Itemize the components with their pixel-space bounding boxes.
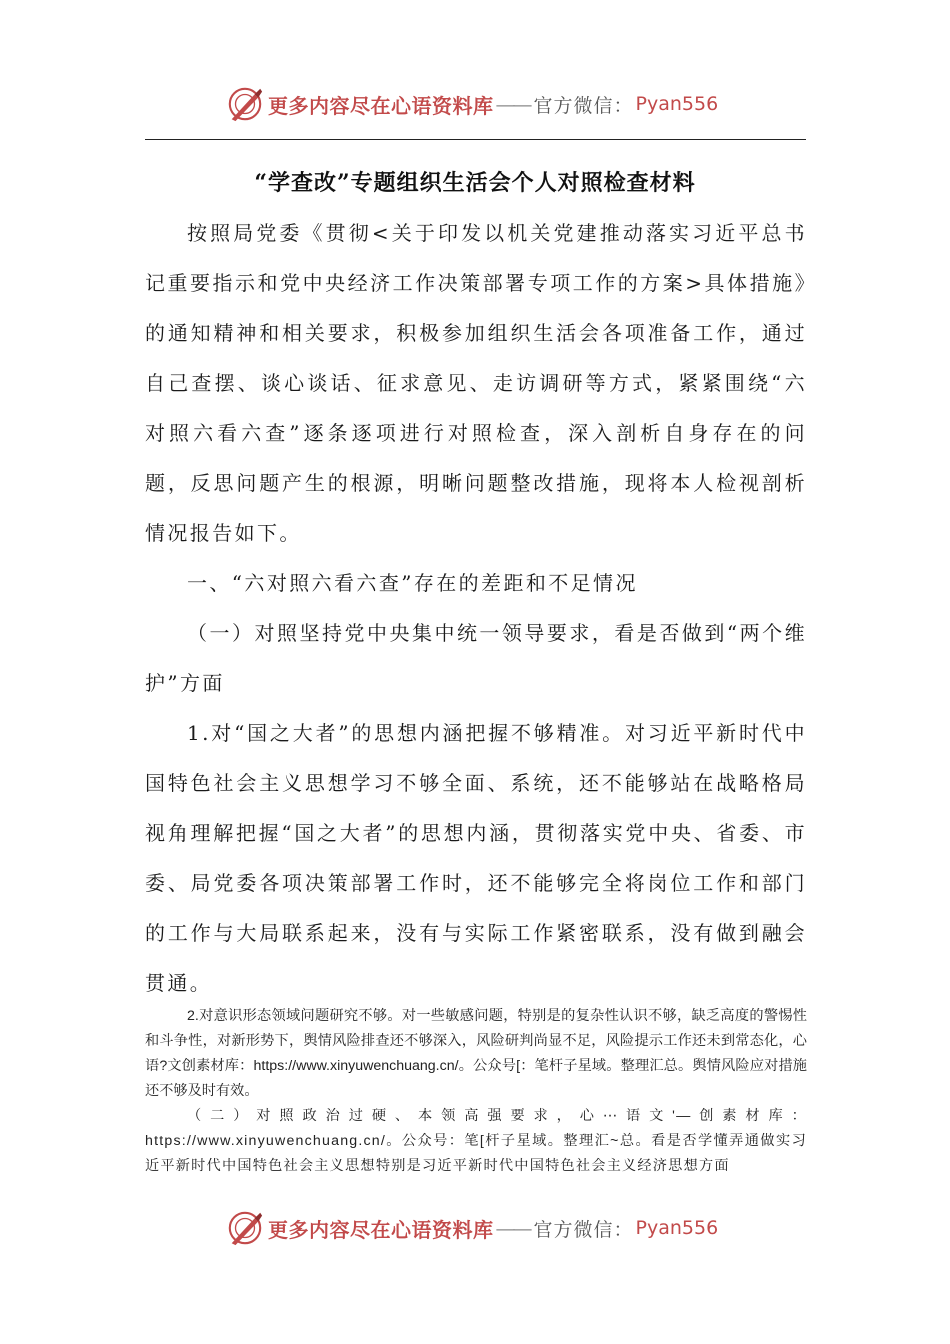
banner-dash: —— <box>495 92 530 116</box>
banner-brand-text: 更多内容尽在心语资料库 <box>268 1217 494 1242</box>
banner-official-label: 官方微信： <box>533 1218 634 1241</box>
banner-dash: —— <box>495 1216 530 1240</box>
banner-wechat-id: Pyan556 <box>635 93 719 115</box>
banner-official-label: 官方微信： <box>533 94 634 117</box>
header-divider <box>145 139 806 140</box>
pen-logo-icon <box>226 85 264 123</box>
header-banner <box>226 82 718 126</box>
item-paragraph-2-block <box>145 1004 807 1104</box>
document-title: “学查改”专题组织生活会个人对照检查材料 <box>254 170 696 196</box>
section-heading-1: 一、“六对照六看六查”存在的差距和不足情况 <box>187 571 638 595</box>
item-paragraph-2: 2.对意识形态领域问题研究不够。对一些敏感问题，特别是的复杂性认识不够，缺乏高度的警惕性和斗争性，对新形势下，舆情风险排查还不够深入，风险研判尚显不足，风险提示工作还未到常态化，心语?文创素材库：https://www.xinyuwenchuang.cn/。公众号[：笔杆子星域。整理汇总。舆情风险应对措施还不够及时有效。 <box>145 1008 807 1099</box>
pen-logo-icon <box>226 1209 264 1247</box>
subsection-heading-1: （一）对照坚持党中央集中统一领导要求，看是否做到“两个维护”方面 <box>145 621 807 695</box>
subsection-heading-2-block <box>145 1104 807 1179</box>
subsection-heading-2: （二）对照政治过硬、本领高强要求，心⋯语文'—创素材库：https://www.xinyuwenchuang.cn/。公众号：笔[杆子星域。整理汇~总。看是否学懂弄通做实习近平新时代中国特色社会主义思想特别是习近平新时代中国特色社会主义经济思想方面 <box>145 1108 807 1174</box>
intro-paragraph: 按照局党委《贯彻<关于印发以机关党建推动落实习近平总书记重要指示和党中央经济工作决策部署专项工作的方案>具体措施》的通知精神和相关要求，积极参加组织生活会各项准备工作，通过自己查摆、谈心谈话、征求意见、走访调研等方式，紧紧围绕“六对照六看六查”逐条逐项进行对照检查，深入剖析自身存在的问题，反思问题产生的根源，明晰问题整改措施，现将本人检视剖析情况报告如下。 <box>145 221 807 545</box>
banner-brand-text: 更多内容尽在心语资料库 <box>268 93 494 118</box>
footer-banner <box>226 1206 718 1250</box>
banner-wechat-id: Pyan556 <box>635 1217 719 1239</box>
document-body <box>145 208 807 1008</box>
item-paragraph-1: 1.对“国之大者”的思想内涵把握不够精准。对习近平新时代中国特色社会主义思想学习不够全面、系统，还不能够站在战略格局视角理解把握“国之大者”的思想内涵，贯彻落实党中央、省委、市委、局党委各项决策部署工作时，还不能够完全将岗位工作和部门的工作与大局联系起来，没有与实际工作紧密联系，没有做到融会贯通。 <box>145 721 807 995</box>
